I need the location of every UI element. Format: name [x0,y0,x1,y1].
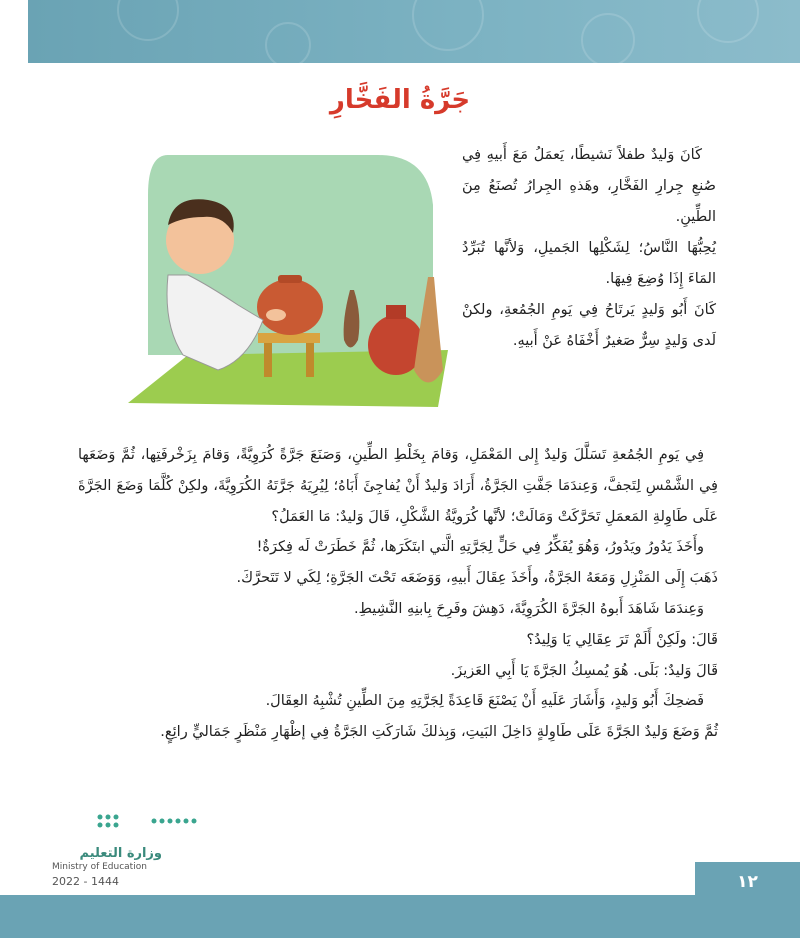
table-leg [306,343,314,377]
ministry-logo [52,846,162,898]
intro-text [462,140,716,357]
footer-band [0,895,800,938]
page-title: جَرَّةُ الفَخَّارِ [329,85,471,115]
story-body [78,440,718,748]
paragraph: قَالَ وَليدٌ: بَلَى. هُوَ يُمسِكُ الجَرَّةَ يَا أَبِي العَزيزَ. [450,662,718,679]
paragraph: يُحِبُّهَا النَّاسُ؛ لِشَكْلِها الجَميلِ، وَلأنَّها تُبَرِّدُ المَاءَ إِذَا وُضِعَ فِيهَا. [462,240,716,287]
page-number: ١٢ [695,862,800,902]
logo-year: 2022 - 1444 [52,875,119,888]
round-jar [257,279,323,335]
paragraph: كَانَ وَليدٌ طفلاً نَشيطًا، يَعمَلُ مَعَ أَبيهِ فِي صُنعِ جِرارِ الفَخَّارِ، وهَذهِ الجِرارُ تُصنَعُ مِنَ الطِّينِ. [462,147,716,225]
paragraph: وَعِندَمَا شَاهَدَ أَبوهُ الجَرَّةَ الكُرَوِيَّةَ، دَهِشَ وفَرِحَ بِابنِهِ النَّشِيطِ. [353,600,704,617]
logo-english: Ministry of Education [52,862,147,872]
header-band [28,0,800,63]
table-leg [264,343,272,377]
paragraph: كَانَ أَبُو وَليدٍ يَرتَاحُ فِي يَومِ الجُمُعةِ، ولكنْ لَدى وَليدٍ سِرٌّ صَغيرٌ أَخْفَاهُ عَنْ أَبيهِ. [462,302,716,349]
boy-pottery-illustration [128,155,448,407]
decorative-dots [94,809,244,837]
paragraph: قَالَ: ولَكِنْ أَلَمْ تَرَ عِقَالِي يَا وَلِيدُ؟ [526,631,718,648]
logo-arabic: وزارة التعليم [79,846,162,861]
paragraph: فِي يَومِ الجُمُعةِ تَسَلَّلَ وَليدٌ إِلى المَعْمَلِ، وَقامَ بِخَلْطِ الطِّينِ، وَصَنَعَ جَرَّةً كُرَوِيَّةً، وَقامَ بِزَخْرفَتِها، ثُمَّ وَضَعَها فِي الشَّمْسِ لِتَجفَّ، وَعِندَمَا جَفَّتِ الجَرَّةُ، أَرَادَ وَليدٌ أَنْ يُفاجِئَ أَبَاهُ؛ لِيُرِيَهُ جَرَّتَهُ الكُرَوِيَّةَ، ولكِنْ كُلَّمَا وَضَعَ الجَرَّةَ عَلَى طَاوِلةِ المَعمَلِ تَحَرَّكَتْ وَمَالَتْ؛ لأنَّها كُرَويَّةُ الشَّكْلِ، قَالَ وَليدٌ: مَا العَمَلُ؟ [78,447,718,525]
paragraph: وأَخَذَ يَدُورُ ويَدُورُ، وَهُوَ يُفَكِّرُ فِي حَلٍّ لِجَرَّتِهِ الَّتي ابتَكَرَها، ثُمَّ خَطَرَتْ لَه فِكرَةٌ! [256,539,704,556]
header-pattern [28,0,800,63]
paragraph: فَضحِكَ أَبُو وَليدٍ، وَأَشَارَ عَلَيهِ أَنْ يَصْنَعَ قَاعِدَةً لِجَرَّتِهِ مِنَ الطِّينِ تُشْبِهُ العِقَالَ. [265,693,704,710]
paragraph: ذَهَبَ إِلَى المَنْزِلِ وَمَعَهُ الجَرَّةُ، وأَخَذَ عِقَالَ أَبيهِ، وَوَضَعَه تَحْتَ الجَرَّةِ؛ لِكَي لا تَتَحرَّكَ. [236,570,718,587]
paragraph: ثُمَّ وَضَعَ وَليدٌ الجَرَّةَ عَلَى طَاوِلةٍ دَاخِلَ البَيتِ، وَبِذلكَ شَارَكَتِ الجَرَّةُ فِي إظْهَارِ مَنْظَرٍ جَمَاليٍّ رائِعٍ. [160,724,718,741]
